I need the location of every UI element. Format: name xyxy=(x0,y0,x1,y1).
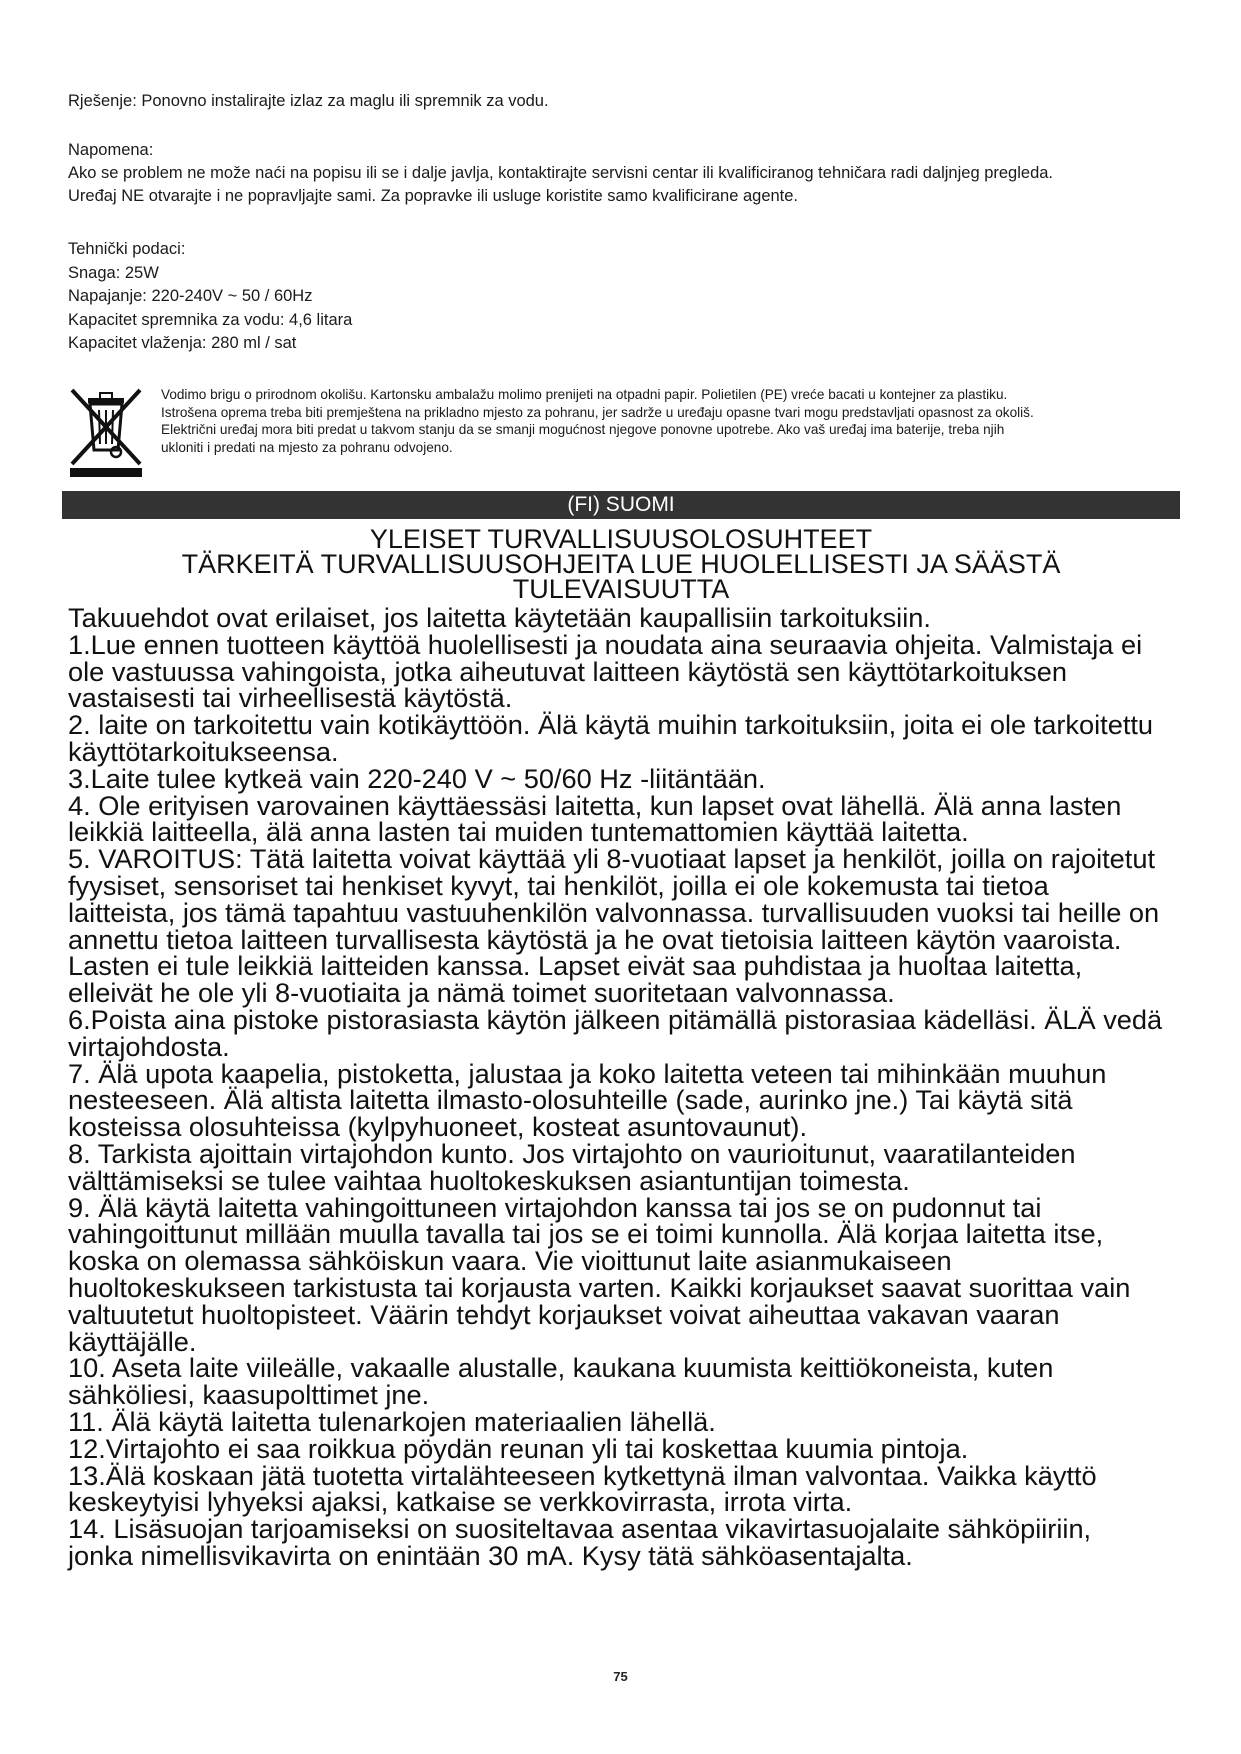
tech-line: Snaga: 25W xyxy=(68,263,159,282)
text-line: laitteista, jos tämä tapahtuu vastuuhenkilön valvonnassa. turvallisuuden vuoksi tai heille on xyxy=(68,896,1160,928)
text-line: jonka nimellisvikavirta on enintään 30 mA. Kysy tätä sähköasentajalta. xyxy=(68,1539,913,1571)
note-line: Uređaj NE otvarajte i ne popravljajte sami. Za popravke ili usluge koristite samo kvalificirane agente. xyxy=(68,187,799,205)
tech-line: Kapacitet vlaženja: 280 ml / sat xyxy=(68,334,297,353)
text-line: 8. Tarkista ajoittain virtajohdon kunto. Jos virtajohto on vaurioitunut, vaaratilanteiden xyxy=(68,1137,1076,1169)
text-line: 7. Älä upota kaapelia, pistoketta, jalustaa ja koko laitetta veteen tai mihinkään muuhun xyxy=(68,1057,1107,1089)
text-line: vastaisesti tai virheellisestä käytöstä. xyxy=(68,682,513,714)
heading-line: TÄRKEITÄ TURVALLISUUSOHJEITA LUE HUOLELLISESTI JA SÄÄSTÄ xyxy=(181,549,1061,579)
crossed-out-wheelie-bin-icon xyxy=(66,386,146,478)
section-heading xyxy=(62,524,1180,604)
solution-line: Rješenje: Ponovno instalirajte izlaz za maglu ili spremnik za vodu. xyxy=(68,92,549,110)
text-line: annettu tietoa laitteen turvallisesta käytöstä ja he ovat tietoisia laitteen käytön vaaroista. xyxy=(68,923,1122,955)
text-line: keskeytyisi lyhyeksi ajaksi, katkaise se verkkovirrasta, irrota virta. xyxy=(68,1486,853,1518)
text-line: 11. Älä käytä laitetta tulenarkojen materiaalien lähellä. xyxy=(68,1405,716,1437)
text-line: Takuuehdot ovat erilaiset, jos laitetta käytetään kaupallisiin tarkoituksiin. xyxy=(68,602,931,633)
recycling-line: Električni uređaj mora biti predat u takvom stanju da se smanji mogućnost njegove ponovne upotrebe. Ako vaš uređaj ima baterije, treba njih xyxy=(161,422,1005,437)
language-section-bar: (FI) SUOMI xyxy=(62,491,1180,519)
text-line: koska on olemassa sähköiskun vaara. Vie vioittunut laite asianmukaiseen xyxy=(68,1245,952,1277)
text-line: valtuutetut huoltopisteet. Väärin tehdyt korjaukset voivat aiheuttaa vakavan vaaran xyxy=(68,1298,1060,1330)
text-line: 14. Lisäsuojan tarjoamiseksi on suositeltavaa asentaa vikavirtasuojalaite sähköpiiriin, xyxy=(68,1513,1092,1545)
tech-section xyxy=(68,238,1188,356)
text-line: 13.Älä koskaan jätä tuotetta virtalähteeseen kytkettynä ilman valvontaa. Vaikka käyttö xyxy=(68,1459,1097,1491)
text-line: nesteeseen. Älä altista laitetta ilmasto-olosuhteille (sade, aurinko jne.) Tai käytä sitä xyxy=(68,1084,1073,1116)
text-line: huoltokeskukseen tarkistusta tai korjausta varten. Kaikki korjaukset saavat suorittaa vain xyxy=(68,1271,1131,1303)
text-line: ole vastuussa vahingoista, jotka aiheutuvat laitteen käytöstä sen käyttötarkoituksen xyxy=(68,655,1067,687)
page-number: 75 xyxy=(613,1669,628,1684)
text-line: sähköliesi, kaasupolttimet jne. xyxy=(68,1379,430,1411)
text-line: 3.Laite tulee kytkeä vain 220-240 V ~ 50/60 Hz -liitäntään. xyxy=(68,762,766,794)
note-line: Ako se problem ne može naći na popisu ili se i dalje javlja, kontaktirajte servisni centar ili kvalificiranog tehničara radi daljnjeg pregleda. xyxy=(68,164,1054,182)
heading-line: TULEVAISUUTTA xyxy=(512,574,730,604)
text-line: virtajohdosta. xyxy=(68,1030,230,1062)
tech-title: Tehnički podaci: xyxy=(68,240,186,258)
text-line: 4. Ole erityisen varovainen käyttäessäsi laitetta, kun lapset ovat lähellä. Älä anna lasten xyxy=(68,789,1122,821)
text-line: 1.Lue ennen tuotteen käyttöä huolellisesti ja noudata aina seuraavia ohjeita. Valmistaja ei xyxy=(68,628,1143,660)
recycling-line: Vodimo brigu o prirodnom okolišu. Kartonsku ambalažu molimo prenijeti na otpadni papir. Polietilen (PE) vreće bacati u kontejner za plastiku. xyxy=(161,387,1008,402)
text-line: 12.Virtajohto ei saa roikkua pöydän reunan yli tai koskettaa kuumia pintoja. xyxy=(68,1432,969,1464)
text-line: elleivät he ole yli 8-vuotiaita ja nämä toimet suoritetaan valvonnassa. xyxy=(68,977,895,1009)
recycling-line: Istrošena oprema treba biti premještena na prikladno mjesto za pohranu, jer sadrže u uređaju opasne tvari mogu predstavljati opasnost za okoliš. xyxy=(161,404,1034,420)
recycling-line: ukloniti i predati na mjesto za pohranu odvojeno. xyxy=(161,439,453,455)
text-line: välttämiseksi se tulee vaihtaa huoltokeskuksen asiantuntijan toimesta. xyxy=(68,1164,910,1196)
note-title: Napomena: xyxy=(68,141,154,159)
text-line: 10. Aseta laite viileälle, vakaalle alustalle, kaukana kuumista keittiökoneista, kuten xyxy=(68,1352,1054,1384)
note-section xyxy=(68,139,1188,208)
text-line: Lasten ei tule leikkiä laitteiden kanssa. Lapset eivät saa puhdistaa ja huoltaa laitetta, xyxy=(68,950,1083,982)
text-line: käyttäjälle. xyxy=(68,1325,197,1357)
text-line: 5. VAROITUS: Tätä laitetta voivat käyttää yli 8-vuotiaat lapset ja henkilöt, joilla on rajoitetut xyxy=(68,843,1156,875)
finnish-safety-text xyxy=(68,602,1198,1571)
text-line: leikkiä laitteella, älä anna lasten tai muiden tuntemattomien käyttää laitetta. xyxy=(68,816,969,848)
text-line: 2. laite on tarkoitettu vain kotikäyttöön. Älä käytä muihin tarkoituksiin, joita ei ole tarkoitettu xyxy=(68,709,1154,741)
heading-line: YLEISET TURVALLISUUSOLOSUHTEET xyxy=(369,524,873,554)
text-line: 9. Älä käytä laitetta vahingoittuneen virtajohdon kanssa tai jos se on pudonnut tai xyxy=(68,1191,1042,1223)
text-line: 6.Poista aina pistoke pistorasiasta käytön jälkeen pitämällä pistorasiaa kädelläsi. ÄLÄ vedä xyxy=(68,1003,1163,1035)
tech-line: Kapacitet spremnika za vodu: 4,6 litara xyxy=(68,310,353,329)
recycling-text xyxy=(161,386,1191,456)
text-line: vahingoittunut millään muulla tavalla tai jos se ei toimi kunnolla. Älä korjaa laitetta itse, xyxy=(68,1218,1104,1250)
recycling-notice xyxy=(66,386,1186,486)
text-line: fyysiset, sensoriset tai henkiset kyvyt, tai henkilöt, joilla ei ole kokemusta tai tietoa xyxy=(68,869,1049,901)
tech-line: Napajanje: 220-240V ~ 50 / 60Hz xyxy=(68,287,313,306)
solution-text xyxy=(68,90,1188,113)
text-line: kosteissa olosuhteissa (kylpyhuoneet, kosteat asuntovaunut). xyxy=(68,1111,808,1143)
text-line: käyttötarkoitukseensa. xyxy=(68,735,339,767)
